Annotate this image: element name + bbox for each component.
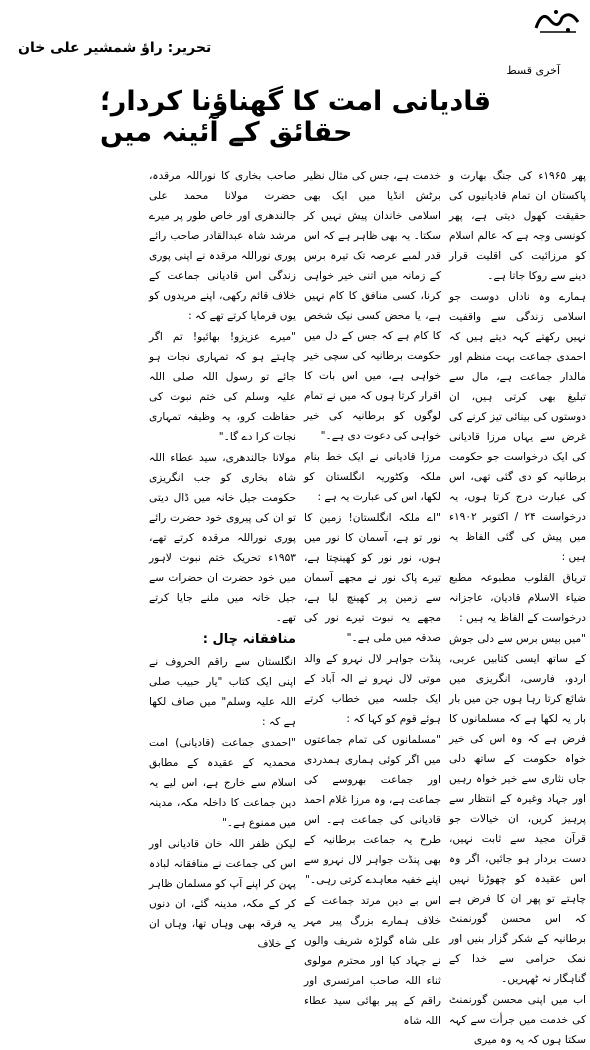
headline: قادیانی امت کا گھناؤنا کردار؛ حقائق کے آئینہ میں bbox=[100, 86, 492, 148]
paragraph: "میں بیس برس سے دلی جوش کے ساتھ ایسی کتابیں عربی، اردو، فارسی، انگریزی میں شائع کرتا رہا ہوں جن میں بار بار یہ لکھا ہے کہ مسلمانوں کا فرض ہے کہ وہ اس کی خیر خواہ حکومت کے ساتھ دلی جاں نثاری سے خیر خواہ رہیں اور جہاد وغیرہ کے انتظار سے پرہیز کریں، ان خیالات جو قرآن مجید سے ثابت نہیں، دست بردار ہو جائیں، اگر وہ اس عقیدہ کو چھوڑنا نہیں چاہتے تو پھر ان کا فرض ہے کہ اس محسن گورنمنٹ برطانیہ کے شکر گزار بنیں اور نمک حرامی سے خدا کے گناہگار نہ ٹھہریں۔ bbox=[449, 633, 586, 985]
paragraph: "اے ملکہ انگلستان! زمین کا نور تو ہے، آسمان کا نور میں ہوں، نور نور کو کھینچتا ہے، تیرے پاک نور نے مجھے آسمان سے زمین پر کھینچ لیا ہے، مجھے یہ نبوت تیرے نور کی صدقہ میں ملی ہے۔" bbox=[304, 512, 441, 644]
paragraph: پھر ۱۹۶۵ء کی جنگ بھارت و پاکستان ان تمام قادیانیوں کی حقیقت کھول دیتی ہے، پھر کونسی وجہ ہے کہ عالم اسلام کو مرزائیت کی اقلیت قرار دینے سے روکا جاتا ہے۔ bbox=[449, 170, 586, 282]
author-byline: تحریر: راؤ شمشیر علی خان bbox=[18, 40, 212, 56]
article-column-2 bbox=[300, 166, 445, 1027]
paragraph: "احمدی جماعت (قادیانی) امت محمدیہ کے عقیدہ کے مطابق اسلام سے خارج ہے، اس لیے یہ دین جماعت کا داخلہ مکہ، مدینہ میں ممنوع ہے۔" bbox=[149, 737, 296, 829]
series-label: آخری قسط bbox=[506, 64, 560, 77]
article-columns bbox=[0, 166, 590, 1046]
article-column-1 bbox=[445, 166, 590, 1046]
khatm-e-nubuwwat-logo bbox=[532, 6, 582, 34]
paragraph: اب میں اپنی محسن گورنمنٹ کی خدمت میں جرأت سے کہہ سکتا ہوں کہ یہ وہ میری bbox=[449, 994, 586, 1046]
paragraph: "مسلمانوں کی تمام جماعتوں میں اگر کوئی ہماری ہمدردی اور جماعت بھروسے کی جماعت ہے، وہ مرزا غلام احمد قادیانی کی جماعت ہے۔ اس طرح یہ جماعت برطانیہ کے بھی پنڈت جواہر لال نہرو سے اپنے خفیہ معاہدے کرتی رہی۔" bbox=[304, 734, 441, 886]
subheading: منافقانہ چال : bbox=[202, 632, 296, 647]
paragraph: مولانا جالندھری، سید عطاء اللہ شاہ بخاری کو جب انگریزی حکومت جیل خانہ میں ڈال دیتی تو ان کی پیروی خود حضرت رائے پوری نوراللہ مرقدہ کرتے تھے، ۱۹۵۳ء تحریک ختم نبوت لاہور میں خود حضرت ان حضرات سے جیل خانہ میں ملنے جایا کرتے تھے۔ bbox=[149, 452, 296, 624]
paragraph: تریاق القلوب مطبوعہ مطبع ضیاء الاسلام قادیان، عاجزانہ درخواست کے الفاظ یہ ہیں : bbox=[449, 572, 586, 624]
paragraph: صاحب بخاری کا نوراللہ مرقدہ، حضرت مولانا محمد علی جالندھری اور خاص طور پر میرے مرشد شاہ عبدالقادر صاحب رائے پوری نوراللہ مرقدہ نے اپنی پوری زندگی اس قادیانی جماعت کے خلاف قائم رکھی، اپنے مریدوں کو یوں فرمایا کرتے تھے کہ : bbox=[149, 170, 296, 322]
paragraph: اس بے دین مرتد جماعت کے خلاف ہمارے بزرگ پیر مہر علی شاہ گولڑہ شریف والوں نے جہاد کیا اور محترم مولوی ثناء اللہ صاحب امرتسری اور راقم کے پیر بھائی سید عطاء اللہ شاہ bbox=[304, 895, 441, 1027]
article-column-3 bbox=[145, 166, 300, 950]
paragraph: انگلستان سے راقم الحروف نے اپنی ایک کتاب "یار حبیب صلی اللہ علیہ وسلم" میں صاف لکھا ہے کہ : bbox=[149, 656, 296, 728]
paragraph: خدمت ہے، جس کی مثال نظیر برٹش انڈیا میں ایک بھی اسلامی خاندان پیش نہیں کر سکتا۔ یہ بھی ظاہر ہے کہ اس قدر لمبے عرصہ تک تیرہ برس کے زمانہ میں اتنی خیر خواہی کرنا، کسی منافق کا کام نہیں ہے، یا محض کسی نیک شخص کا کام ہے کہ جس کے دل میں حکومت برطانیہ کی سچی خیر خواہی ہے، میں اس بات کا اقرار کرتا ہوں کہ میں نے تمام لوگوں کو برطانیہ کی خیر خواہی کی دعوت دی ہے۔" bbox=[304, 170, 441, 442]
paragraph: پنڈت جواہر لال نہرو کے والد موتی لال نہرو نے الہ آباد کے ایک جلسہ میں خطاب کرتے ہوئے قوم کو کہا کہ : bbox=[304, 653, 441, 725]
paragraph: ہمارے وہ ناداں دوست جو اسلامی زندگی سے واقفیت نہیں رکھتے کہہ دیتے ہیں کہ احمدی جماعت بہت منظم اور مالدار جماعت ہے، مال سے تبلیغ بھی کرتی ہیں، ان دوستوں کی بینائی تیز کرنے کی غرض سے یہاں مرزا قادیانی کی ایک درخواست جو حکومت برطانیہ کو دی گئی تھی، اس کی عبارت درج کرتا ہوں، یہ درخواست ۲۴ / اکتوبر ۱۹۰۲ء میں پیش کی گئی الفاظ یہ ہیں : bbox=[449, 291, 586, 563]
paragraph: لیکن ظفر اللہ خان قادیانی اور اس کی جماعت نے منافقانہ لبادہ پہن کر اپنے آپ کو مسلمان ظاہر کر کے مکہ، مدینہ گئے، ان دنوں یہ فرقہ بھی وہاں تھا، وہاں ان کے خلاف bbox=[149, 838, 296, 950]
paragraph: مرزا قادیانی نے ایک خط بنام ملکہ وکٹوریہ انگلستان کو لکھا، اس کی عبارت یہ ہے : bbox=[304, 451, 441, 503]
paragraph: "میرے عزیزو! بھائیو! تم اگر چاہتے ہو کہ تمہاری نجات ہو جائے تو رسول اللہ صلی اللہ علیہ وسلم کی ختم نبوت کی حفاظت کرو، یہ وظیفہ تمہاری نجات کرا دے گا۔" bbox=[149, 331, 296, 443]
